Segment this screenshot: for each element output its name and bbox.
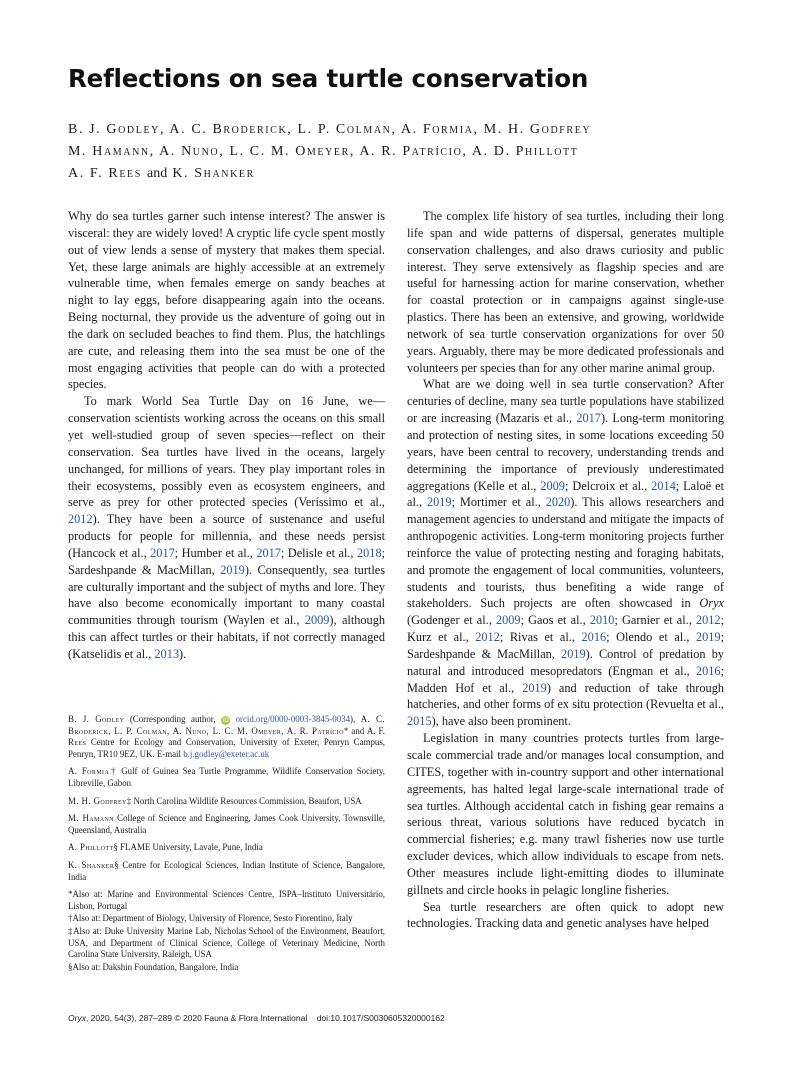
text-run: § Centre for Ecological Sciences, Indian Institute of Science, Bangalore, India xyxy=(68,859,385,882)
footer-doi[interactable]: doi:10.1017/S0030605320000162 xyxy=(316,1013,445,1023)
citation-link[interactable]: 2019 xyxy=(426,495,452,510)
text-run: ), have also been prominent. xyxy=(431,714,571,729)
citation-link[interactable]: 2017 xyxy=(150,545,175,560)
text-run: ; Olendo et al., xyxy=(606,630,696,645)
text-run: What are we doing well in sea turtle conservation? After centuries of decline, many sea turtle populations have stabilized or are increasing (Mazaris et al., xyxy=(407,377,724,426)
text-run: ). This allows researchers and management agencies to understand and mitigate the impacts of anthropogenic activities. Long-term monitoring projects further reinforce the value of protecting nesting and foraging habitats, and promote the engagement of local communities, volunteers, students and tourists, thus benefiting a wide range of stakeholders. Such projects are often showcased in xyxy=(407,495,724,611)
body-paragraph xyxy=(407,376,724,730)
author-line: B. J. Godley, A. C. Broderick, L. P. Colman, A. Formia, M. H. Godfrey xyxy=(68,122,592,137)
email-link[interactable]: b.j.godley@exeter.ac.uk xyxy=(183,748,270,759)
text-run: ) and reduction of take through hatcheries, and other forms of ex situ protection (Revuelta et al., xyxy=(407,680,724,712)
citation-link[interactable]: 2019 xyxy=(696,630,721,645)
text-run: ). Long-term monitoring and protection of nesting sites, in some locations exceeding 50 years, have been central to recovery, understanding trends and determining the importance of previously underestimated aggregations (Kelle et al., xyxy=(407,411,724,493)
footnote: *Also at: Marine and Environmental Sciences Centre, ISPA–Instituto Universitário, Lisbon, Portugal xyxy=(68,889,385,911)
text-run: † Gulf of Guinea Sea Turtle Programme, Wildlife Conservation Society, Libreville, Gabon xyxy=(68,766,385,788)
body-paragraph: The complex life history of sea turtles, including their long life span and wide patterns of dispersal, generates multiple conservation challenges, and also draws curiosity and public interest. They serve extensively as flagship species and are useful for harnessing action for marine conservation, whether for coastal protection or in campaigns against single-use plastics. There has been an extensive, and growing, worldwide network of sea turtle conservation organizations for over 50 years. Arguably, there may be more dedicated professionals and volunteers per species than for any other marine animal group. xyxy=(407,209,724,375)
citation-link[interactable]: 2019 xyxy=(561,646,586,661)
journal-name: Oryx xyxy=(699,596,724,611)
footnote: †Also at: Department of Biology, University of Florence, Sesto Fiorentino, Italy xyxy=(68,913,353,924)
affiliation-author: Rees xyxy=(68,737,87,748)
body-paragraph: Legislation in many countries protects turtles from large-scale commercial trade and/or manages local consumption, and CITES, together with in-country support and other international agreements, has halted legal large-scale international trade of sea turtles. Although accidental catch in fishing gear remains a serious threat, various solutions have reduced bycatch in commercial fisheries; e.g. many trawl fisheries now use turtle excluder devices, which allow individuals to escape from nets. Other measures include light-emitting diodes to illuminate gillnets and circle hooks in pelagic longline fisheries. xyxy=(407,731,724,897)
citation-link[interactable]: 2020 xyxy=(545,495,571,510)
text-run: ; Madden Hof et al., xyxy=(407,663,724,695)
citation-link[interactable]: 2018 xyxy=(357,545,382,560)
left-column xyxy=(68,208,385,663)
right-column xyxy=(407,208,724,932)
affiliation-author: B. J. Godley xyxy=(68,714,125,724)
affiliation-author: A. C. Broderick, L. P. Colman, A. Nuno, L. C. M. Omeyer, A. R. Patrício xyxy=(68,714,385,736)
orcid-link[interactable]: orcid.org/0000-0003-3845-0034 xyxy=(235,714,351,724)
text-run: Centre for Ecology and Conservation, University of Exeter, Penryn Campus, Penryn, TR10 9EZ, UK. E-mail xyxy=(68,737,385,759)
affiliations xyxy=(68,714,385,974)
citation-link[interactable]: 2014 xyxy=(651,478,676,493)
citation-link[interactable]: 2009 xyxy=(540,478,565,493)
author-line: M. Hamann, A. Nuno, L. C. M. Omeyer, A. R. Patrício, A. D. Phillott xyxy=(68,144,579,159)
text-run: ; Garnier et al., xyxy=(614,613,696,628)
affiliation-author: K. Shanker xyxy=(68,859,115,870)
author-line xyxy=(68,163,748,185)
text-run: ; Sardeshpande & MacMillan, xyxy=(68,545,386,577)
citation-link[interactable]: 2009 xyxy=(304,613,330,628)
text-run: ; Laloë et al., xyxy=(407,478,724,510)
affiliation-entry xyxy=(68,766,385,789)
text-run: (Corresponding author, xyxy=(124,714,222,724)
text-run: ), xyxy=(350,714,361,724)
text-run: ; Gaos et al., xyxy=(520,613,590,628)
footer-journal: Oryx xyxy=(68,1013,86,1023)
citation-link[interactable]: 2019 xyxy=(220,562,245,577)
footnote: §Also at: Dakshin Foundation, Bangalore, India xyxy=(68,961,239,972)
text-run: § FLAME University, Lavale, Pune, India xyxy=(113,842,263,853)
affiliation-author: M. H. Godfrey xyxy=(68,795,127,806)
citation-link[interactable]: 2012 xyxy=(695,613,721,628)
text-run: ; Mortimer et al., xyxy=(451,495,546,510)
author-conjunction: and xyxy=(147,166,168,181)
footnotes xyxy=(68,889,385,973)
citation-link[interactable]: 2017 xyxy=(256,545,281,560)
citation-link[interactable]: 2016 xyxy=(695,663,721,678)
text-run: and A. F. xyxy=(348,725,385,736)
text-run: ; Humber et al., xyxy=(174,545,257,560)
affiliation-author: M. Hamann xyxy=(68,813,114,824)
footer-citation: , 2020, 54(3), 287–289 © 2020 Fauna & Flora International xyxy=(85,1013,308,1023)
text-run: ). xyxy=(179,646,187,661)
citation-link[interactable]: 2012 xyxy=(68,512,93,527)
author-list xyxy=(68,119,748,185)
affiliation-entry xyxy=(68,813,385,836)
affiliation-author: A. Formia xyxy=(68,766,110,777)
text-run: ), although this can affect turtles or their habitats, if not correctly managed (Katselidis et al., xyxy=(68,613,385,661)
citation-link[interactable]: 2009 xyxy=(495,613,521,628)
citation-link[interactable]: 2015 xyxy=(407,714,432,729)
text-run: (Godenger et al., xyxy=(407,613,496,628)
citation-link[interactable]: 2012 xyxy=(475,630,500,645)
text-run: ; Sardeshpande & MacMillan, xyxy=(407,630,725,661)
citation-link[interactable]: 2017 xyxy=(576,411,601,426)
affiliation-entry xyxy=(68,714,385,760)
text-run: ). Control of predation by natural and introduced mesopredators (Engman et al., xyxy=(407,646,724,678)
text-run: ; Delisle et al., xyxy=(280,545,357,560)
affiliation-author: A. Phillott xyxy=(68,842,114,853)
body-paragraph: Sea turtle researchers are often quick to adopt new technologies. Tracking data and genetic analyses have helped xyxy=(407,899,724,931)
text-run: ; Kurz et al., xyxy=(407,613,724,645)
author-name: A. F. Rees xyxy=(68,166,142,181)
text-run: ). Consequently, sea turtles are culturally important and the subject of myths and lore. They have also become economically important to many coastal communities through tourism (Waylen et al., xyxy=(68,562,385,628)
page-footer xyxy=(68,1013,445,1023)
citation-link[interactable]: 2013 xyxy=(154,646,179,661)
citation-link[interactable]: 2010 xyxy=(589,613,615,628)
affiliation-entry xyxy=(68,860,385,883)
author-name: K. Shanker xyxy=(172,166,255,181)
text-run: ). They have been a source of sustenance and useful products for people for millennia, and these needs persist (Hancock et al., xyxy=(68,512,385,560)
text-run: College of Science and Engineering, James Cook University, Townsville, Queensland, Australia xyxy=(68,813,385,835)
citation-link[interactable]: 2019 xyxy=(522,680,547,695)
orcid-icon: iD xyxy=(222,717,229,724)
text-run: To mark World Sea Turtle Day on 16 June, we—conservation scientists working across the oceans on this small yet well-studied group of seven species—reflect on their conservation. Sea turtles have lived in the oceans, largely unchanged, for millions of years. They play important roles in their ecosystems, possibly even as ecosystem engineers, and serve as prey for other protected species (Veríssimo et al., xyxy=(68,394,385,510)
citation-link[interactable]: 2016 xyxy=(581,630,607,645)
footnote: ‡Also at: Duke University Marine Lab, Nicholas School of the Environment, Beaufort, USA, and Department of Clinical Science, College of Veterinary Medicine, North Carolina State University, Raleigh, USA xyxy=(68,925,385,960)
affiliation-entry xyxy=(68,796,385,808)
text-run: ‡ North Carolina Wildlife Resources Commission, Beaufort, USA xyxy=(126,795,362,806)
text-run: * xyxy=(343,725,349,736)
body-paragraph: Why do sea turtles garner such intense interest? The answer is visceral: they are widely loved! A cryptic life cycle spent mostly out of view lends a sense of mystery that makes them special. Yet, these large animals are highly accessible at an extremely vulnerable time, when females emerge on sandy beaches at night to lay eggs, before disappearing again into the oceans. Being nocturnal, they provide us the adventure of going out in the dark on secluded beaches to find them. Plus, the hatchlings are cute, and releasing them into the sea must be one of the most engaging activities that people can do with a protected species. xyxy=(68,209,385,392)
text-run: ; Delcroix et al., xyxy=(564,478,652,493)
body-paragraph xyxy=(68,393,385,663)
affiliation-entry xyxy=(68,842,385,854)
article-title: Reflections on sea turtle conservation xyxy=(68,64,589,93)
text-run: ; Rivas et al., xyxy=(499,630,582,645)
